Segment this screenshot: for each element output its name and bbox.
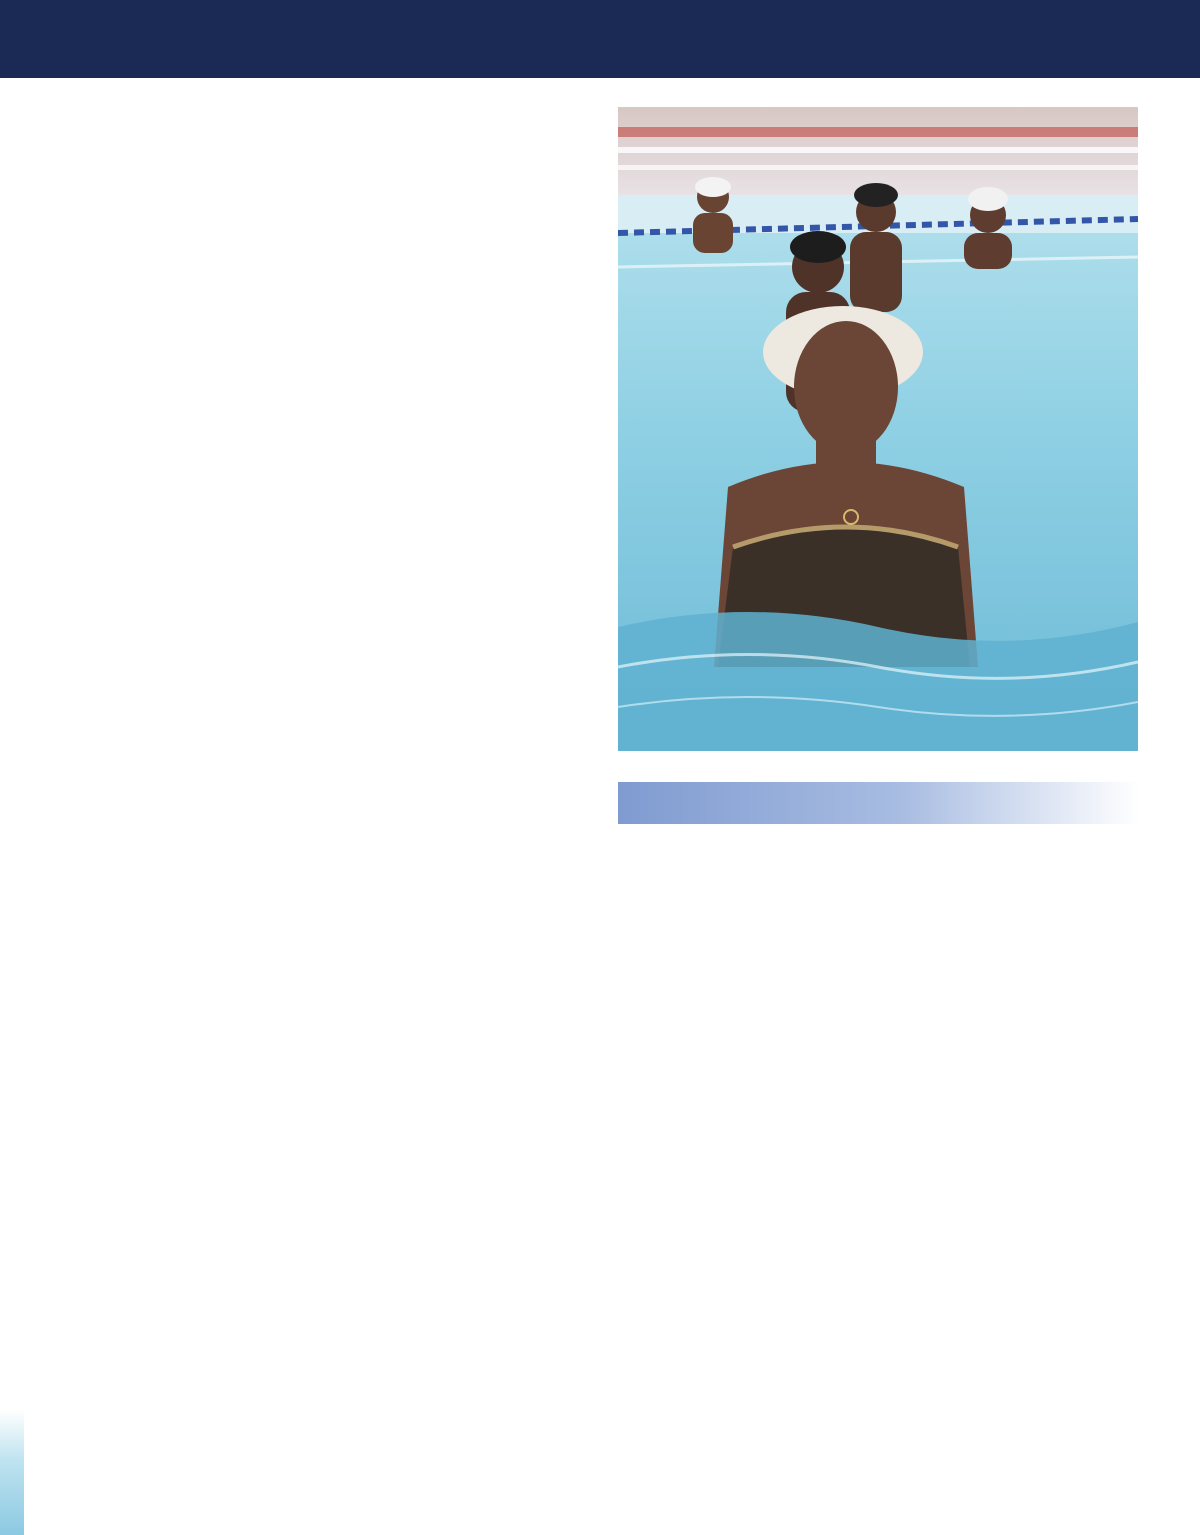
right-column <box>618 782 1139 838</box>
seniors-section-banner <box>618 782 1139 824</box>
seniors-pool-photo <box>618 107 1138 751</box>
photo-seniors-aqua-class-icon <box>618 107 1138 751</box>
page-header <box>0 0 1200 78</box>
water-edge-decoration <box>0 1410 24 1535</box>
left-column <box>62 107 583 119</box>
